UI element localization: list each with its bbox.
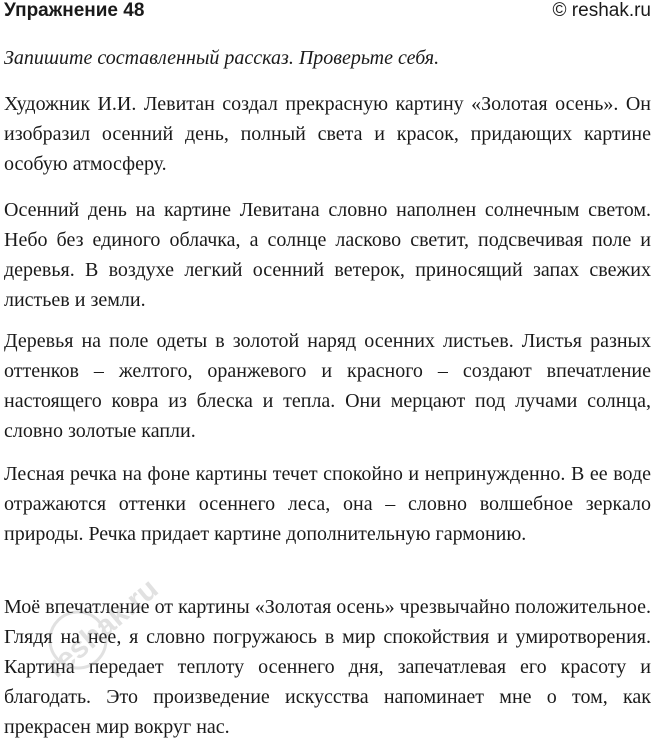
paragraph-5: Моё впечатление от картины «Золотая осень» чрезвычайно положительное. Глядя на нее, я словно погружаюсь в мир спокойствия и умиротворения. Картина передает теплоту осеннего дня, запечатлевая его красоту и благодать. Это произведение искусства напоминает мне о том, как прекрасен мир вокруг нас. <box>4 596 651 738</box>
site-credit: © reshak.ru <box>552 0 651 21</box>
paragraph-3: Деревья на поле одеты в золотой наряд осенних листьев. Листья разных оттенков – желтого, оранжевого и красного – создают впечатление настоящего ковра из блеска и тепла. Они мерцают под лучами солнца, словно золотые капли. <box>4 330 651 442</box>
paragraph-1: Художник И.И. Левитан создал прекрасную картину «Золотая осень». Он изобразил осенний день, полный света и красок, придающих картине особую атмосферу. <box>4 93 651 175</box>
exercise-title: Упражнение 48 <box>4 0 145 21</box>
page-header <box>4 0 651 24</box>
svg-text:reshak.ru: reshak.ru <box>39 572 165 685</box>
task-instruction: Запишите составленный рассказ. Проверьте себя. <box>4 47 440 69</box>
paragraph-4: Лесная речка на фоне картины течет спокойно и непринужденно. В ее воде отражаются оттенки осеннего леса, она – словно волшебное зеркало природы. Речка придает картине дополнительную гармонию. <box>4 463 651 545</box>
paragraph-2: Осенний день на картине Левитана словно наполнен солнечным светом. Небо без единого облачка, а солнце ласково светит, подсвечивая поле и деревья. В воздухе легкий осенний ветерок, приносящий запах свежих листьев и земли. <box>4 199 651 311</box>
